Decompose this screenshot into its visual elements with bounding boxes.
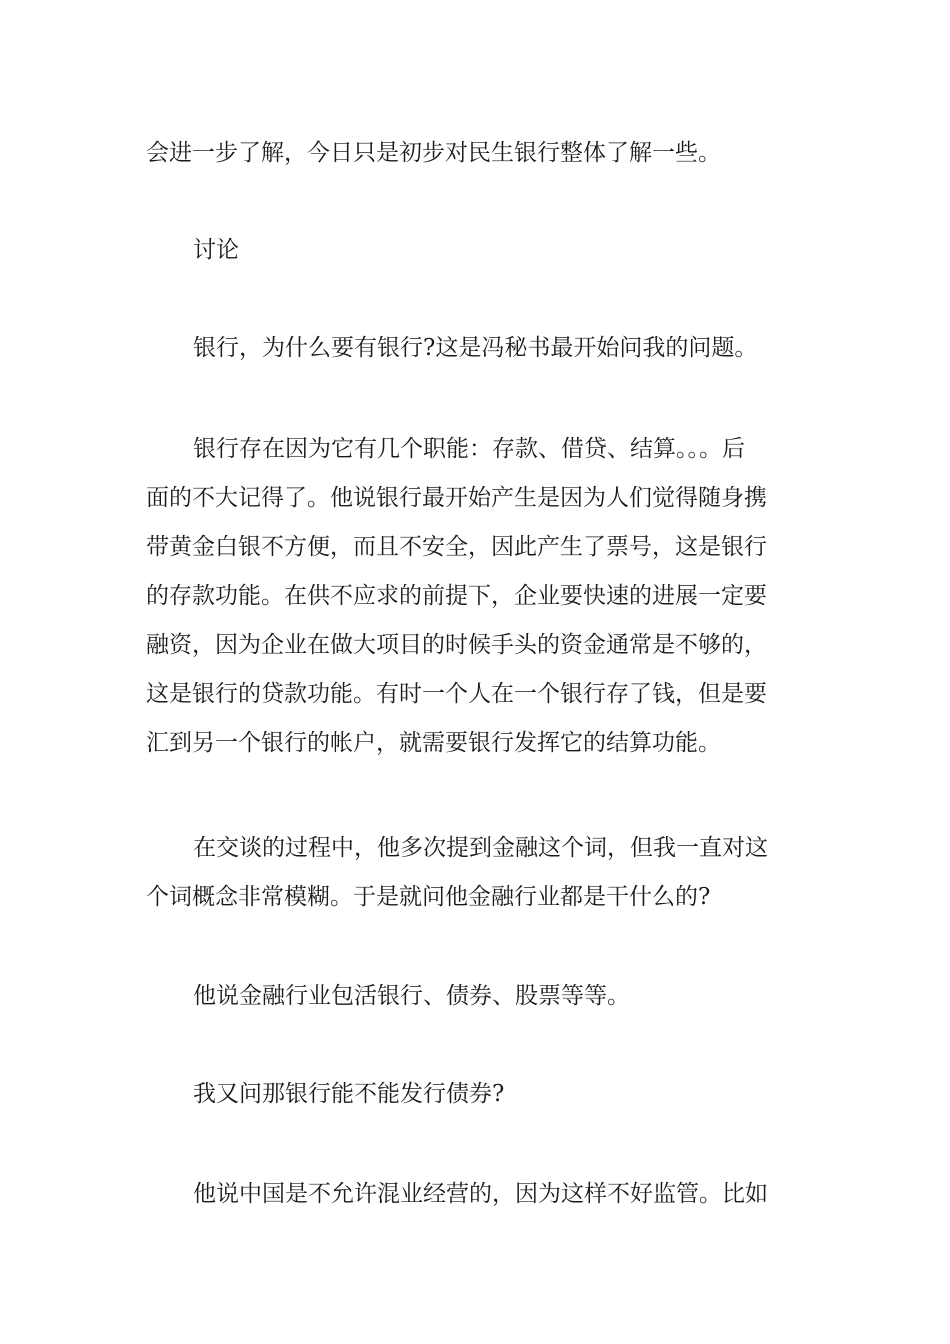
paragraph-line: 会进一步了解，今日只是初步对民生银行整体了解一些。 — [146, 140, 721, 166]
paragraph-line: 他说金融行业包活银行、债券、股票等等。 — [193, 983, 630, 1009]
paragraph-line: 银行，为什么要有银行?这是冯秘书最开始问我的问题。 — [193, 335, 758, 361]
paragraph-mixed-operation — [146, 1170, 810, 1219]
paragraph-question — [146, 324, 810, 373]
paragraph-line: 个词概念非常模糊。于是就问他金融行业都是干什么的? — [146, 884, 711, 910]
paragraph-line: 的存款功能。在供不应求的前提下，企业要快速的进展一定要 — [146, 583, 767, 609]
paragraph-line: 我又问那银行能不能发行债券? — [193, 1081, 505, 1107]
paragraph-line: 汇到另一个银行的帐户，就需要银行发挥它的结算功能。 — [146, 730, 721, 756]
paragraph-finance-industry — [146, 972, 810, 1021]
paragraph-bond-question — [146, 1070, 810, 1119]
paragraph-line: 带黄金白银不方便，而且不安全，因此产生了票号，这是银行 — [146, 534, 767, 560]
paragraph-line: 银行存在因为它有几个职能：存款、借贷、结算。。。后 — [193, 436, 745, 462]
paragraph-finance-term — [146, 824, 810, 922]
section-heading-discussion — [146, 226, 810, 275]
section-heading: 讨论 — [193, 237, 239, 263]
paragraph-continuation — [146, 129, 810, 178]
paragraph-line: 面的不大记得了。他说银行最开始产生是因为人们觉得随身携 — [146, 485, 767, 511]
paragraph-line: 他说中国是不允许混业经营的，因为这样不好监管。比如 — [193, 1181, 768, 1207]
paragraph-bank-functions — [146, 425, 810, 768]
paragraph-line: 融资，因为企业在做大项目的时候手头的资金通常是不够的， — [146, 632, 767, 658]
paragraph-line: 这是银行的贷款功能。有时一个人在一个银行存了钱，但是要 — [146, 681, 767, 707]
paragraph-line: 在交谈的过程中，他多次提到金融这个词，但我一直对这 — [193, 835, 768, 861]
